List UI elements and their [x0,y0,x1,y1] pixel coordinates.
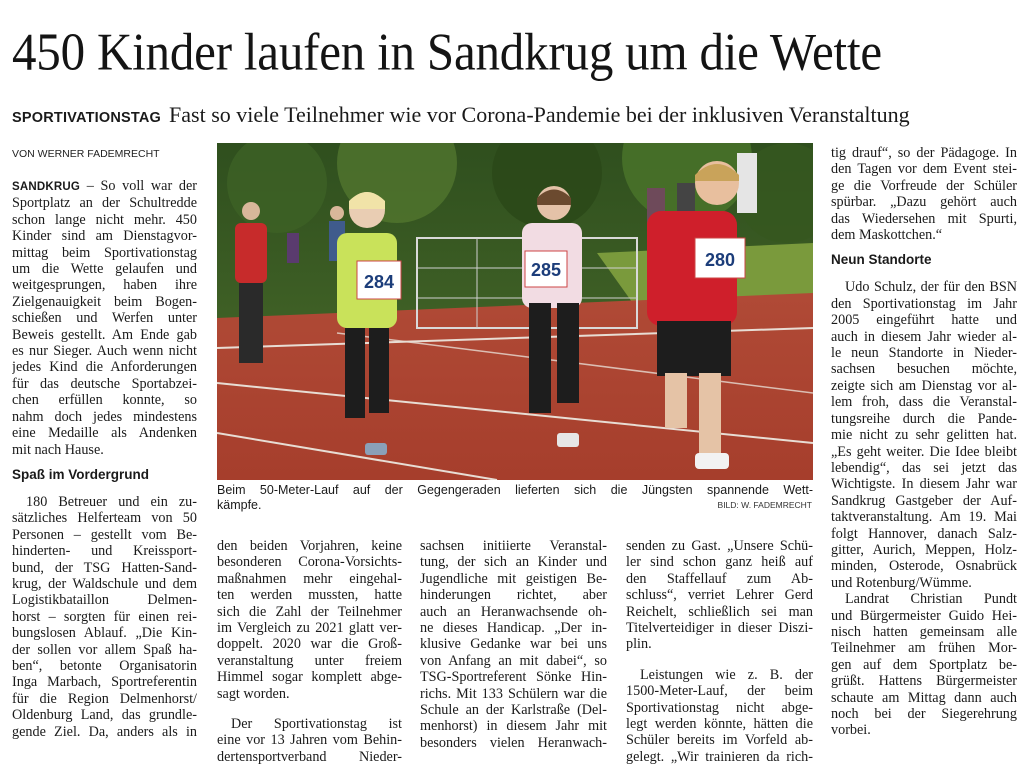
subtitle: Fast so viele Teilnehmer wie vor Corona-Pandemie bei der inklusiven Veranstaltung [169,102,910,127]
text-line: noch bei der Siegerehrung [831,706,1017,722]
text-line: 2005 eingeführt hatte und [831,312,1017,329]
text-line: den Tagen vor dem Event stei- [831,161,1017,178]
text-line: um die Wette gelaufen und [12,261,197,278]
text-line: den Sportivationstag im Jahr [831,295,1017,312]
text-line: ler sind schon ganz heiß auf [626,554,813,571]
text-line: Kinder sind am Dienstagvor- [12,228,197,245]
paragraph-gap [217,702,402,716]
text-line: Reichelt, schließlich sei man [626,603,813,620]
bib-284: 284 [363,272,395,292]
text-line: tungsreihe durch die Pande- [831,410,1017,427]
text-line: Beweis gestellt. Am Ende gab [12,326,197,343]
text-line: Jugendliche mit geistigen Be- [420,570,607,587]
text-line: das Wiedersehen mit Spurti, [831,210,1017,227]
text-line: schaute am Mittag dann auch [831,689,1017,706]
text-line: chen erfüllen konnte, so [12,392,197,409]
text-line: tung, der sich an Kinder und [420,554,607,571]
text-line: bungslosen Ablauf. „Die Kin- [12,625,197,642]
text-line: Himmel sogar komplett abge- [217,669,402,686]
text-line: ten werden mussten, hatte [217,587,402,604]
text-line: klusive Gedanke war bei uns [420,636,607,653]
text-line: besonderen Corona-Vorsichts- [217,554,402,571]
text-line: sachsen initiierte Veranstal- [420,538,607,554]
text-line: und Rotenburg/Wümme. [831,574,972,591]
text-line: es nur Sieger. Auch wenn nicht [12,343,197,360]
text-line: Sandkrug Gastgeber der Auf- [831,492,1017,509]
text-line: „Es geht weiter. Die Idee bleibt [831,443,1017,460]
headline: 450 Kinder laufen in Sandkrug um die Wette [12,22,882,82]
bib-285: 285 [530,260,562,280]
text-line: Schule an der Karlstraße (Del- [420,702,607,719]
text-line: legt werden könnte, hätten die [626,716,813,733]
text-line: im Vergleich zu 2021 glatt ver- [217,620,402,637]
text-line: ge die Vorfreude der Schüler [831,177,1017,194]
text-line: ne dieses Handicap. „Der in- [420,620,607,637]
text-line: Logistikbataillon Delmen- [12,592,197,609]
text-line: spürbar. „Dazu gehört auch [831,194,1017,211]
text-line: taktveranstaltung. Am 19. Mai [831,509,1017,526]
bib-280: 280 [704,250,736,270]
text-line: eine Medaille als Andenken [12,425,197,442]
text-line: hinderungen richtet, aber [420,587,607,604]
text-line: Titelverteidiger in dieser Diszi- [626,620,813,637]
text-line: von Anfang an mit dabei“, so [420,652,607,669]
text-line: gitter, Aurich, Meppen, Holz- [831,541,1017,558]
text-line: jedes Kind die Anforderungen [12,359,197,376]
text-line: 1500-Meter-Lauf, der beim [626,683,813,700]
text-line: TSG-Sportreferent Sönke Hin- [420,669,607,686]
text-line: bund, der TSG Hatten-Sand- [12,559,197,576]
section-subhead: Neun Standorte [831,252,932,268]
text-line: schluss“, verriet Lehrer Gerd [626,587,813,604]
text-line: grüßt. Hattens Bürgermeister [831,673,1017,690]
kicker: SPORTIVATIONSTAG [12,110,162,126]
article-photo [217,143,813,480]
text-line: gen auf dem Sportplatz be- [831,656,1017,673]
text-line: der sollen vor allem Spaß ha- [12,641,197,658]
text-line: schießen und Werfen unter [12,310,197,327]
text-line: sagt worden. [217,685,290,702]
text-line: Sportivationstag nicht abge- [626,699,813,716]
text-line-rest: – So voll war der [80,178,197,194]
text-line: krug, der Waldschule und dem [12,575,197,592]
text-line: nisch hatten gemeinsam alle [831,623,1017,640]
column-3 [420,538,607,751]
text-line: auch an Heranwachsende oh- [420,603,607,620]
column-4 [626,538,813,765]
text-line: mittag beim Sportivationstag [12,244,197,261]
subline [12,100,1012,133]
text-line: sätzliches Helferteam von 50 [12,510,197,527]
dateline: SANDKRUG [12,181,81,193]
text-line: gelegt. „Wir trainieren da rich- [626,748,813,765]
caption-line: kämpfe. [217,498,262,512]
text-line: doppelt. 2020 war die Groß- [217,636,402,653]
column-5 [831,145,1017,739]
column-1 [12,178,197,740]
paragraph-gap [626,653,813,667]
text-line: Der Sportivationstag ist [231,716,402,733]
text-line: hinderten- und Kreissport- [12,543,197,560]
text-line: lebendig“, das sei jetzt das [831,459,1017,476]
text-line: richs. Mit 133 Schülern war die [420,685,607,702]
column-2 [217,538,402,765]
text-line: nahm doch jedes mindestens [12,408,197,425]
text-line: Leistungen wie z. B. der [640,666,813,683]
text-line: besonders vielen Heranwach- [420,734,607,751]
text-line: folgt Hannover, danach Salz- [831,525,1017,542]
text-line: Zielgenauigkeit beim Bogen- [12,293,197,310]
text-line: und Bürgermeister Guido Hei- [831,607,1017,624]
text-line: dem Maskottchen.“ [831,227,943,244]
text-line: veranstaltung unter freiem [217,652,402,669]
text-line: den beiden Vorjahren, keine [217,538,402,554]
text-line: menhorst) in diesem Jahr mit [420,718,607,735]
text-line: gende Ziel. Da, anders als in [12,723,197,740]
text-line: zeigte sich am Dienstag vor al- [831,377,1017,394]
text-line: minden, Osterode, Osnabrück [831,558,1017,575]
text-line: sich die Zahl der Teilnehmer [217,603,402,620]
photo-credit: BILD: W. FADEMRECHT [717,500,812,510]
caption-line: Beim 50-Meter-Lauf auf der Gegengeraden lieferten sich die Jüngsten spannende Wett- [217,483,813,497]
text-line: für das deutsche Sportabzei- [12,375,197,392]
text-line: le neun Standorte in Nieder- [831,345,1017,362]
text-line [12,178,197,195]
section-subhead: Spaß im Vordergrund [12,466,150,482]
text-line: mie nicht zu sehr gelitten hat. [831,427,1017,444]
text-line: dertensportverband Nieder- [217,748,402,765]
byline: VON WERNER FADEMRECHT [12,148,160,160]
text-line: Teilnehmer am frühen Mor- [831,640,1017,657]
text-line: schon lange nicht mehr. 450 [12,211,197,228]
text-line: vorbei. [831,722,871,739]
text-line: Inga Marbach, Sportreferentin [12,674,197,691]
text-line: lem froh, dass die Veranstal- [831,394,1017,411]
text-line: ben“, betonte Organisatorin [12,657,197,674]
text-line: plin. [626,636,652,653]
text-line: Landrat Christian Pundt [845,591,1017,608]
text-line: auch in diesem Jahr wieder al- [831,328,1017,345]
text-line: mit nach Hause. [12,441,104,458]
text-line: horst – sorgten für einen rei- [12,608,197,625]
text-line: sachsen besuchen möchte, [831,361,1017,378]
text-line: Udo Schulz, der für den BSN [845,279,1017,296]
text-line: Sportplatz an der Schultredde [12,195,197,212]
text-line: senden zu Gast. „Unsere Schü- [626,538,813,554]
text-line: Schüler bereits im Vorfeld ab- [626,732,813,749]
text-line: weitgesprungen, haben ihre [12,277,197,294]
text-line: Personen – gestellt vom Be- [12,526,197,543]
text-line: Oldenburg Land, das grundle- [12,707,197,724]
text-line: den Staffellauf zum Ab- [626,570,813,587]
text-line: eine vor 13 Jahren vom Behin- [217,732,402,749]
text-line: tig drauf“, so der Pädagoge. In [831,145,1017,161]
text-line: Wichtigste. In diesem Jahr war [831,476,1017,493]
text-line: 180 Betreuer und ein zu- [26,493,197,510]
text-line: maßnahmen mehr eingehal- [217,570,402,587]
text-line: für die Region Delmenhorst/ [12,690,197,707]
